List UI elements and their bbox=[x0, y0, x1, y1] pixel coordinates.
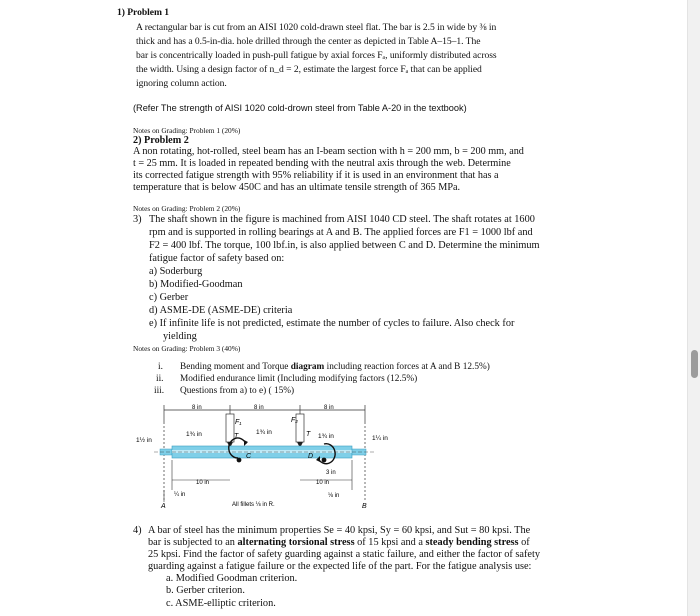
grading-item-text: Questions from a) to e) ( 15%) bbox=[180, 386, 295, 396]
p3-grading-notes: Notes on Grading: Problem 3 (40%) bbox=[133, 344, 241, 353]
p3-item-continuation: yielding bbox=[163, 331, 197, 342]
problem-2-heading: 2) Problem 2 bbox=[133, 135, 189, 146]
p2-grading-notes: Notes on Grading: Problem 2 (20%) bbox=[133, 204, 241, 213]
p1-refer-note: (Refer The strength of AISI 1020 cold-drown steel from Table A-20 in the textbook) bbox=[133, 103, 467, 113]
p3-item: c) Gerber bbox=[149, 292, 189, 303]
p4-line: guarding against a fatigue failure or the expected life of the part. For the fatigue analysis use: bbox=[148, 561, 532, 572]
p4-line: bar is subjected to an alternating torsional stress of 15 kpsi and a steady bending stress of bbox=[148, 537, 530, 548]
right-shoulder-label: ⅛ in bbox=[328, 493, 340, 499]
p4-item: c. ASME-elliptic criterion. bbox=[166, 598, 276, 609]
scrollbar-thumb[interactable] bbox=[691, 350, 698, 378]
torque-t2-label: T bbox=[306, 431, 311, 438]
p2-line: t = 25 mm. It is loaded in repeated bending with the neutral axis through the web. Determine bbox=[133, 158, 511, 169]
diameter-label-1: 1¾ in bbox=[186, 431, 202, 438]
p1-line: thick and has a 0.5-in-dia. hole drilled through the center as depicted in Table A–15–1. The bbox=[136, 36, 481, 47]
problem-1-heading: 1) Problem 1 bbox=[117, 7, 169, 18]
grading-item-text: Bending moment and Torque diagram including reaction forces at A and B 12.5%) bbox=[180, 362, 490, 372]
problem-4-number: 4) bbox=[133, 525, 142, 536]
diameter-label-3: 1¾ in bbox=[318, 433, 334, 440]
bearing-b-label: B bbox=[362, 503, 367, 510]
bearing-a-label: A bbox=[161, 503, 166, 510]
p3-item: a) Soderburg bbox=[149, 266, 203, 277]
dim-10in-left: 10 in bbox=[196, 480, 210, 486]
dim-10in-right: 10 in bbox=[316, 480, 330, 486]
p4-item: a. Modified Goodman criterion. bbox=[166, 573, 298, 584]
dim-top-2: 8 in bbox=[254, 405, 264, 411]
point-d-label: D bbox=[308, 453, 314, 460]
p2-line: A non rotating, hot-rolled, steel beam has an I-beam section with h = 200 mm, b = 200 mm, and bbox=[133, 146, 524, 157]
right-diameter-label: 1¼ in bbox=[372, 435, 388, 442]
p2-line: its corrected fatigue strength with 95% reliability if it is used in an environment that has a bbox=[133, 170, 499, 181]
p1-line: bar is concentrically loaded in push-pull fatigue by axial forces Fₐ, uniformly distributed across bbox=[136, 50, 497, 61]
left-diameter-label: 1½ in bbox=[136, 437, 152, 444]
p3-line: F2 = 400 lbf. The torque, 100 lbf.in, is also applied between C and D. Determine the minimum bbox=[149, 240, 540, 251]
p4-line: A bar of steel has the minimum properties Se = 40 kpsi, Sy = 60 kpsi, and Sut = 80 kpsi. The bbox=[148, 525, 531, 536]
point-c-label: C bbox=[246, 453, 252, 460]
force-f1-label: F₁ bbox=[235, 419, 242, 426]
fillets-note: All fillets ⅛ in R. bbox=[232, 502, 275, 508]
p1-line: A rectangular bar is cut from an AISI 1020 cold-drawn steel flat. The bar is 2.5 in wide by ⅜ in bbox=[136, 22, 497, 33]
problem-3-number: 3) bbox=[133, 214, 142, 225]
grading-item-number: ii. bbox=[156, 374, 164, 384]
p1-grading-notes: Notes on Grading: Problem 1 (20%) bbox=[133, 126, 241, 135]
grading-item-number: i. bbox=[158, 362, 163, 372]
torque-t1-label: T bbox=[234, 433, 239, 440]
p4-line: 25 kpsi. Find the factor of safety guarding against a static failure, and either the factor of safety bbox=[148, 549, 541, 560]
p4-item: b. Gerber criterion. bbox=[166, 585, 245, 596]
diameter-label-2: 1¾ in bbox=[256, 429, 272, 436]
p2-line: temperature that is below 450C and has an ultimate tensile strength of 365 MPa. bbox=[133, 182, 461, 193]
left-shoulder-label: ¼ in bbox=[174, 492, 186, 498]
shaft-figure bbox=[134, 400, 394, 518]
p3-line: The shaft shown in the figure is machined from AISI 1040 CD steel. The shaft rotates at 1600 bbox=[149, 214, 535, 225]
p3-line: fatigue factor of safety based on: bbox=[149, 253, 285, 264]
p3-item: e) If infinite life is not predicted, estimate the number of cycles to failure. Also check for bbox=[149, 318, 515, 329]
p1-line: the width. Using a design factor of n_d = 2, estimate the largest force Fₐ that can be applied bbox=[136, 64, 482, 75]
dim-top-1: 8 in bbox=[192, 405, 202, 411]
grading-item-text: Modified endurance limit (Including modifying factors (12.5%) bbox=[180, 374, 418, 384]
vertical-scrollbar[interactable] bbox=[687, 0, 700, 616]
p1-line: ignoring column action. bbox=[136, 78, 227, 89]
p3-item: d) ASME-DE (ASME-DE) criteria bbox=[149, 305, 293, 316]
dim-top-3: 8 in bbox=[324, 405, 334, 411]
grading-item-number: iii. bbox=[154, 386, 165, 396]
force-f2-label: F₂ bbox=[291, 417, 298, 424]
p3-line: rpm and is supported in rolling bearings at A and B. The applied forces are F1 = 1000 lbf and bbox=[149, 227, 533, 238]
p3-item: b) Modified-Goodman bbox=[149, 279, 243, 290]
dim-3in: 3 in bbox=[326, 470, 336, 476]
